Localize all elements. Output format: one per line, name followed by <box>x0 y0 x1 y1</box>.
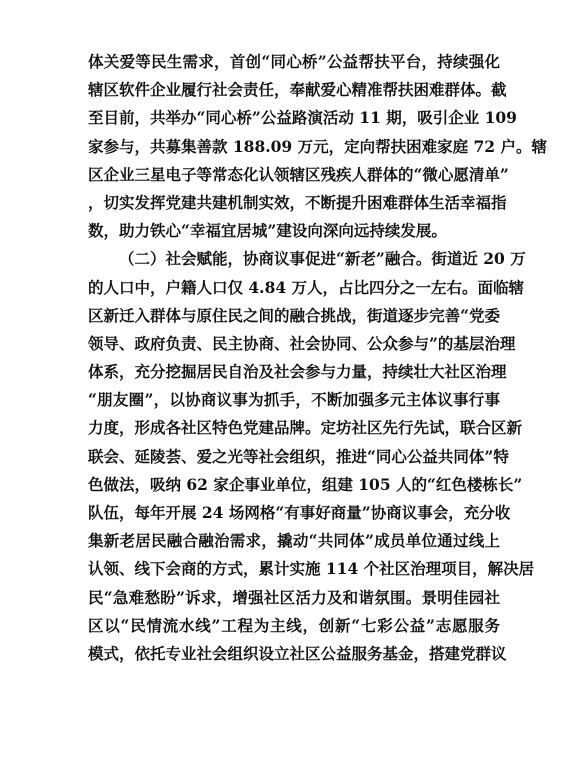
text-line: 模式，依托专业社会组织设立社区公益服务基金，搭建党群议 <box>88 643 507 663</box>
text-line: 区新迁入群体与原住民之间的融合挑战，街道逐步完善“党委 <box>88 305 500 325</box>
text-line: “朋友圈”，以协商议事为抓手，不断加强多元主体议事行事 <box>88 390 500 410</box>
text-line: 辖区软件企业履行社会责任，奉献爱心精准帮扶困难群体。截 <box>88 80 507 100</box>
text-line: ，切实发挥党建共建机制实效，不断提升困难群体生活幸福指 <box>88 192 507 212</box>
text-line: 色做法，吸纳 62 家企事业单位，组建 105 人的“红色楼栋长” <box>88 474 523 494</box>
text-line: 区企业三星电子等常态化认领辖区残疾人群体的“微心愿清单” <box>88 164 509 184</box>
text-line: 至目前，共举办“同心桥”公益路演活动 11 期，吸引企业 109 <box>88 108 517 128</box>
text-line: 民“急难愁盼”诉求，增强社区活力及和谐氛围。景明佳园社 <box>88 587 500 607</box>
text-line: 力度，形成各社区特色党建品牌。定坊社区先行先试，联合区新 <box>88 418 523 438</box>
paragraph-start-line: （二）社会赋能，协商议事促进“新老”融合。街道近 20 万 <box>119 249 526 269</box>
text-line: 认领、线下会商的方式，累计实施 114 个社区治理项目，解决居 <box>88 559 535 579</box>
text-line: 队伍，每年开展 24 场网格“有事好商量”协商议事会，充分收 <box>88 503 511 522</box>
text-line: 的人口中，户籍人口仅 4.84 万人，占比四分之一左右。面临辖 <box>88 277 525 297</box>
text-line: 集新老居民融合融治需求，撬动“共同体”成员单位通过线上 <box>88 531 500 551</box>
text-line: 联会、延陵荟、爱之光等社会组织，推进“同心公益共同体”特 <box>88 446 509 466</box>
text-line: 区以“民情流水线”工程为主线，创新“七彩公益”志愿服务 <box>88 615 500 635</box>
text-line: 体系，充分挖掘居民自治及社会参与力量，持续壮大社区治理 <box>88 362 507 382</box>
text-line: 领导、政府负责、民主协商、社会协同、公众参与”的基层治理 <box>88 333 516 353</box>
text-line: 家参与，共募集善款 188.09 万元，定向帮扶困难家庭 72 户。辖 <box>88 136 547 156</box>
text-line: 体关爱等民生需求，首创“同心桥”公益帮扶平台，持续强化 <box>88 52 500 71</box>
text-line: 数，助力铁心“幸福宜居城”建设向深向远持续发展。 <box>88 221 447 241</box>
document-body <box>88 48 547 668</box>
